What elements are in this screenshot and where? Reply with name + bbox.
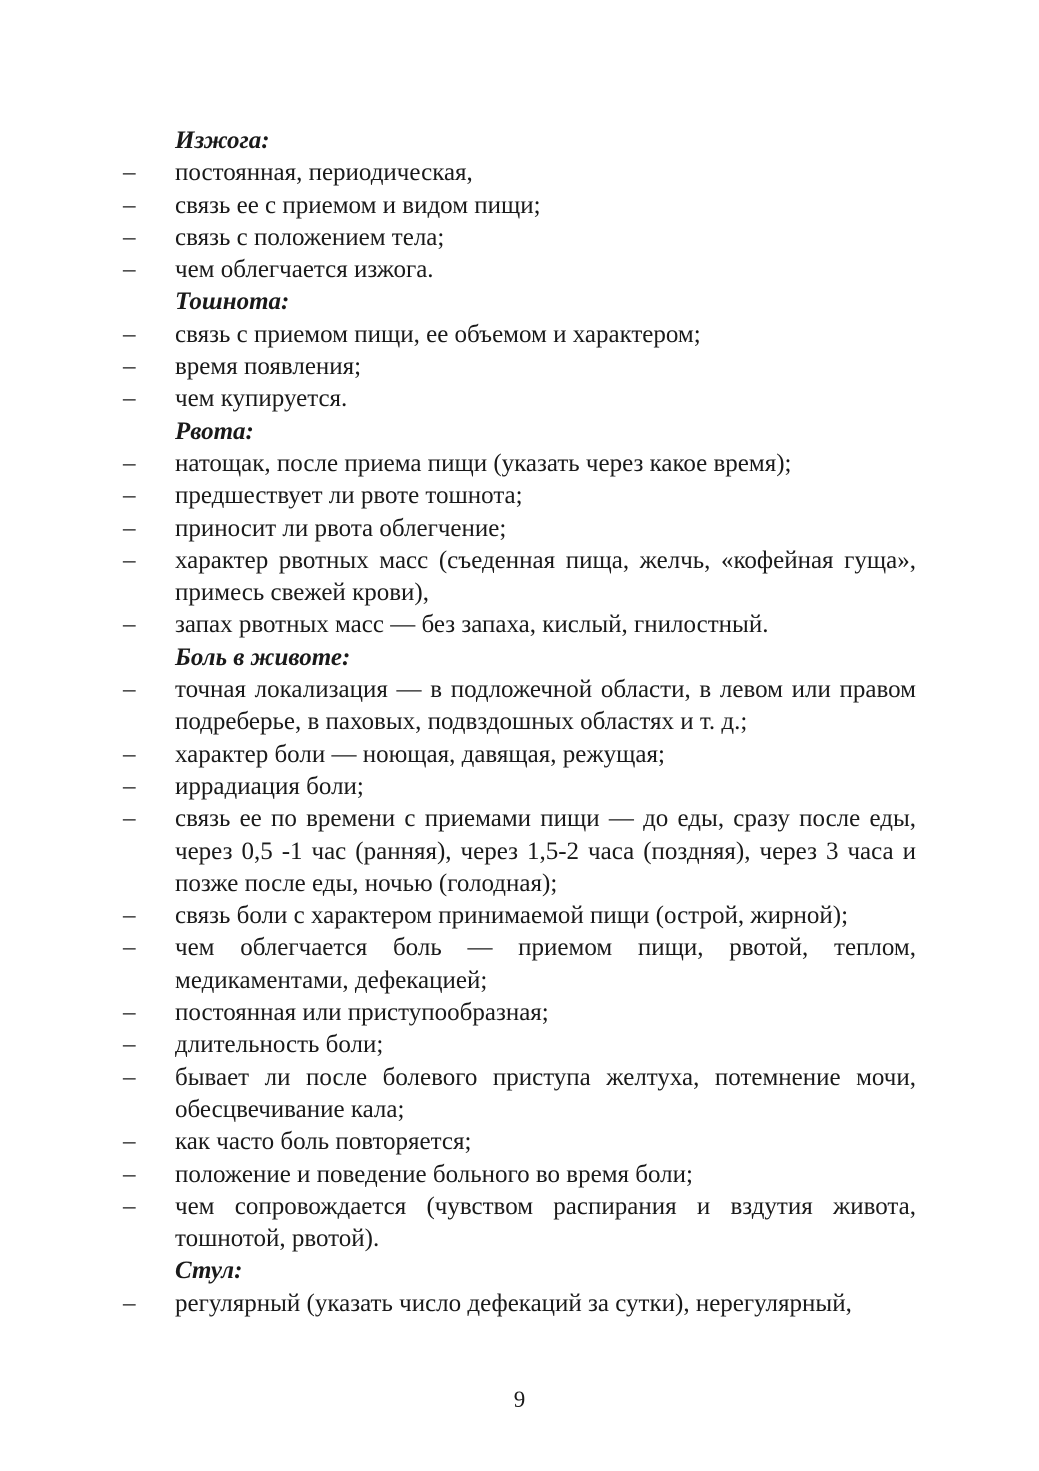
- section-heading-heartburn: Изжога:: [175, 127, 270, 154]
- dash-marker: –: [123, 256, 136, 284]
- list-item: [123, 609, 916, 641]
- dash-marker: –: [123, 1160, 136, 1188]
- list-item-text: чем облегчается изжога.: [175, 256, 434, 284]
- list-item-text: характер боли — ноющая, давящая, режущая;: [175, 740, 665, 768]
- list-item-text: иррадиация боли;: [175, 772, 364, 800]
- section-heading-nausea: Тошнота:: [175, 288, 290, 316]
- list-item-text: постоянная, периодическая,: [175, 159, 473, 187]
- list-item: [123, 900, 916, 932]
- list-item-text: регулярный (указать число дефекаций за сутки), нерегулярный,: [175, 1289, 852, 1317]
- list-item: [123, 513, 916, 545]
- list-item-text: постоянная или приступообразная;: [175, 999, 549, 1027]
- dash-marker: –: [123, 1063, 136, 1091]
- section-heading-abdominal-pain: Боль в животе:: [175, 643, 351, 671]
- list-item: [123, 997, 916, 1029]
- dash-marker: –: [123, 902, 136, 930]
- dash-marker: –: [123, 934, 136, 962]
- dash-marker: –: [123, 482, 136, 510]
- dash-marker: –: [123, 546, 136, 574]
- dash-marker: –: [123, 191, 136, 219]
- list-item-text: как часто боль повторяется;: [175, 1128, 472, 1156]
- dash-marker: –: [123, 159, 136, 187]
- list-item: [123, 674, 916, 739]
- dash-marker: –: [123, 1192, 136, 1220]
- section-heading-stool: Стул:: [175, 1257, 243, 1285]
- dash-marker: –: [123, 449, 136, 477]
- list-item: [123, 1191, 916, 1256]
- list-item: [123, 739, 916, 771]
- list-item-text: чем облегчается боль — приемом пищи, рвотой, теплом, медикаментами, дефекацией;: [175, 934, 916, 994]
- list-item: [123, 932, 916, 997]
- list-item: [123, 771, 916, 803]
- list-item: [123, 1288, 916, 1320]
- dash-marker: –: [123, 611, 136, 639]
- list-item: [123, 1159, 916, 1191]
- list-item: [123, 1126, 916, 1158]
- list-item: [123, 545, 916, 610]
- dash-marker: –: [123, 385, 136, 413]
- list-item: [123, 254, 916, 286]
- list-item-text: длительность боли;: [175, 1031, 384, 1059]
- list-item: [123, 1062, 916, 1127]
- list-item-text: связь ее с приемом и видом пищи;: [175, 191, 541, 219]
- list-item-text: бывает ли после болевого приступа желтуха, потемнение мочи, обесцвечивание кала;: [175, 1063, 916, 1123]
- dash-marker: –: [123, 676, 136, 704]
- list-item: [123, 383, 916, 415]
- dash-marker: –: [123, 223, 136, 251]
- dash-marker: –: [123, 320, 136, 348]
- dash-marker: –: [123, 1128, 136, 1156]
- list-item-text: связь боли с характером принимаемой пищи (острой, жирной);: [175, 902, 849, 930]
- list-item: [123, 1029, 916, 1061]
- list-item-text: связь ее по времени с приемами пищи — до еды, сразу после еды, через 0,5 -1 час (ранняя), через 1,5-2 часа (поздняя), через 3 часа и позже после еды, ночью (голодная);: [175, 805, 916, 897]
- list-item: [123, 319, 916, 351]
- list-item-text: точная локализация — в подложечной области, в левом или правом подреберье, в паховых, подвздошных областях и т. д.;: [175, 676, 916, 736]
- dash-marker: –: [123, 1031, 136, 1059]
- page-number: 9: [513, 1387, 526, 1412]
- list-item: [123, 803, 916, 900]
- list-item-text: приносит ли рвота облегчение;: [175, 514, 507, 542]
- list-item: [123, 448, 916, 480]
- list-item: [123, 222, 916, 254]
- list-item-text: связь с положением тела;: [175, 223, 445, 251]
- list-item-text: чем сопровождается (чувством распирания и вздутия живота, тошнотой, рвотой).: [175, 1192, 916, 1253]
- list-item-text: запах рвотных масс — без запаха, кислый, гнилостный.: [175, 611, 769, 639]
- section-heading-vomiting: Рвота:: [175, 417, 254, 445]
- list-item: [123, 480, 916, 512]
- list-item-text: связь с приемом пищи, ее объемом и характером;: [175, 320, 701, 348]
- dash-marker: –: [123, 805, 136, 833]
- page-content: [123, 125, 916, 1320]
- dash-marker: –: [123, 740, 136, 768]
- dash-marker: –: [123, 353, 136, 381]
- list-item-text: натощак, после приема пищи (указать через какое время);: [175, 449, 792, 477]
- list-item: [123, 190, 916, 222]
- list-item-text: время появления;: [175, 353, 362, 381]
- list-item-text: характер рвотных масс (съеденная пища, желчь, «кофейная гуща», примесь свежей крови),: [175, 546, 916, 607]
- dash-marker: –: [123, 772, 136, 800]
- list-item-text: чем купируется.: [175, 385, 348, 413]
- list-item-text: положение и поведение больного во время боли;: [175, 1160, 693, 1188]
- dash-marker: –: [123, 999, 136, 1027]
- dash-marker: –: [123, 1289, 136, 1317]
- list-item: [123, 351, 916, 383]
- list-item: [123, 157, 916, 189]
- list-item-text: предшествует ли рвоте тошнота;: [175, 482, 523, 510]
- dash-marker: –: [123, 514, 136, 542]
